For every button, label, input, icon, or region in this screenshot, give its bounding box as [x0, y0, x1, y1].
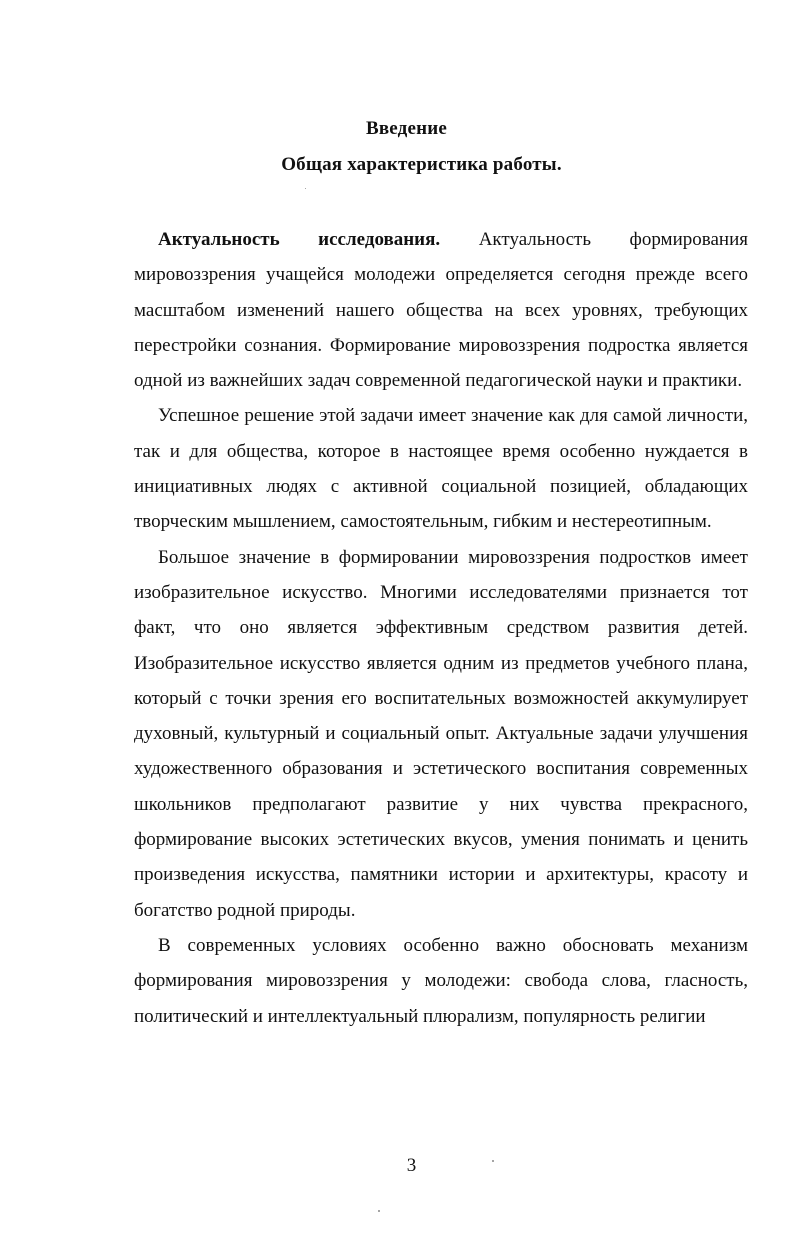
paragraph-4 [134, 928, 748, 1034]
paragraph-2 [134, 398, 748, 539]
paragraph-text: Актуальность формирования мировоззрения учащейся молодежи определяется сегодня прежде всего масштабом изменений нашего общества на всех уровнях, требующих перестройки сознания. Формирование мировоззрения подростка является одной из важнейших задач современной педагогической науки и практики. [134, 229, 748, 392]
paragraph-text: Успешное решение этой задачи имеет значение как для самой личности, так и для общества, которое в настоящее время особенно нуждается в инициативных людях с активной социальной позицией, обладающих творческим мышлением, самостоятельным, гибким и нестереотипным. [134, 405, 748, 533]
paragraph-3 [134, 540, 748, 928]
scan-speck [378, 1210, 380, 1212]
paragraph-text: В современных условиях особенно важно обосновать механизм формирования мировоззрения у молодежи: свобода слова, гласность, политический и интеллектуальный плюрализм, популярность религии [134, 934, 748, 1027]
paragraph-text: Большое значение в формировании мировоззрения подростков имеет изобразительное искусство. Многими исследователями признается тот факт, что оно является эффективным средством развития детей. Изобразительное искусство является одним из предметов учебного плана, который с точки зрения его воспитательных возможностей аккумулирует духовный, культурный и социальный опыт. Актуальные задачи улучшения художественного образования и эстетического воспитания современных школьников предполагают развитие у них чувства прекрасного, формирование высоких эстетических вкусов, умения понимать и ценить произведения искусства, памятники истории и архитектуры, красоту и богатство родной природы. [134, 546, 748, 921]
section-subtitle: Общая характеристика работы. [281, 154, 562, 175]
page-number: 3 [406, 1155, 417, 1176]
body-text [134, 222, 748, 1034]
scan-speck [305, 188, 306, 189]
paragraph-1 [134, 222, 748, 398]
page-title: Введение [365, 118, 448, 139]
paragraph-lead: Актуальность исследования. [158, 229, 441, 250]
scan-speck [492, 1160, 494, 1162]
